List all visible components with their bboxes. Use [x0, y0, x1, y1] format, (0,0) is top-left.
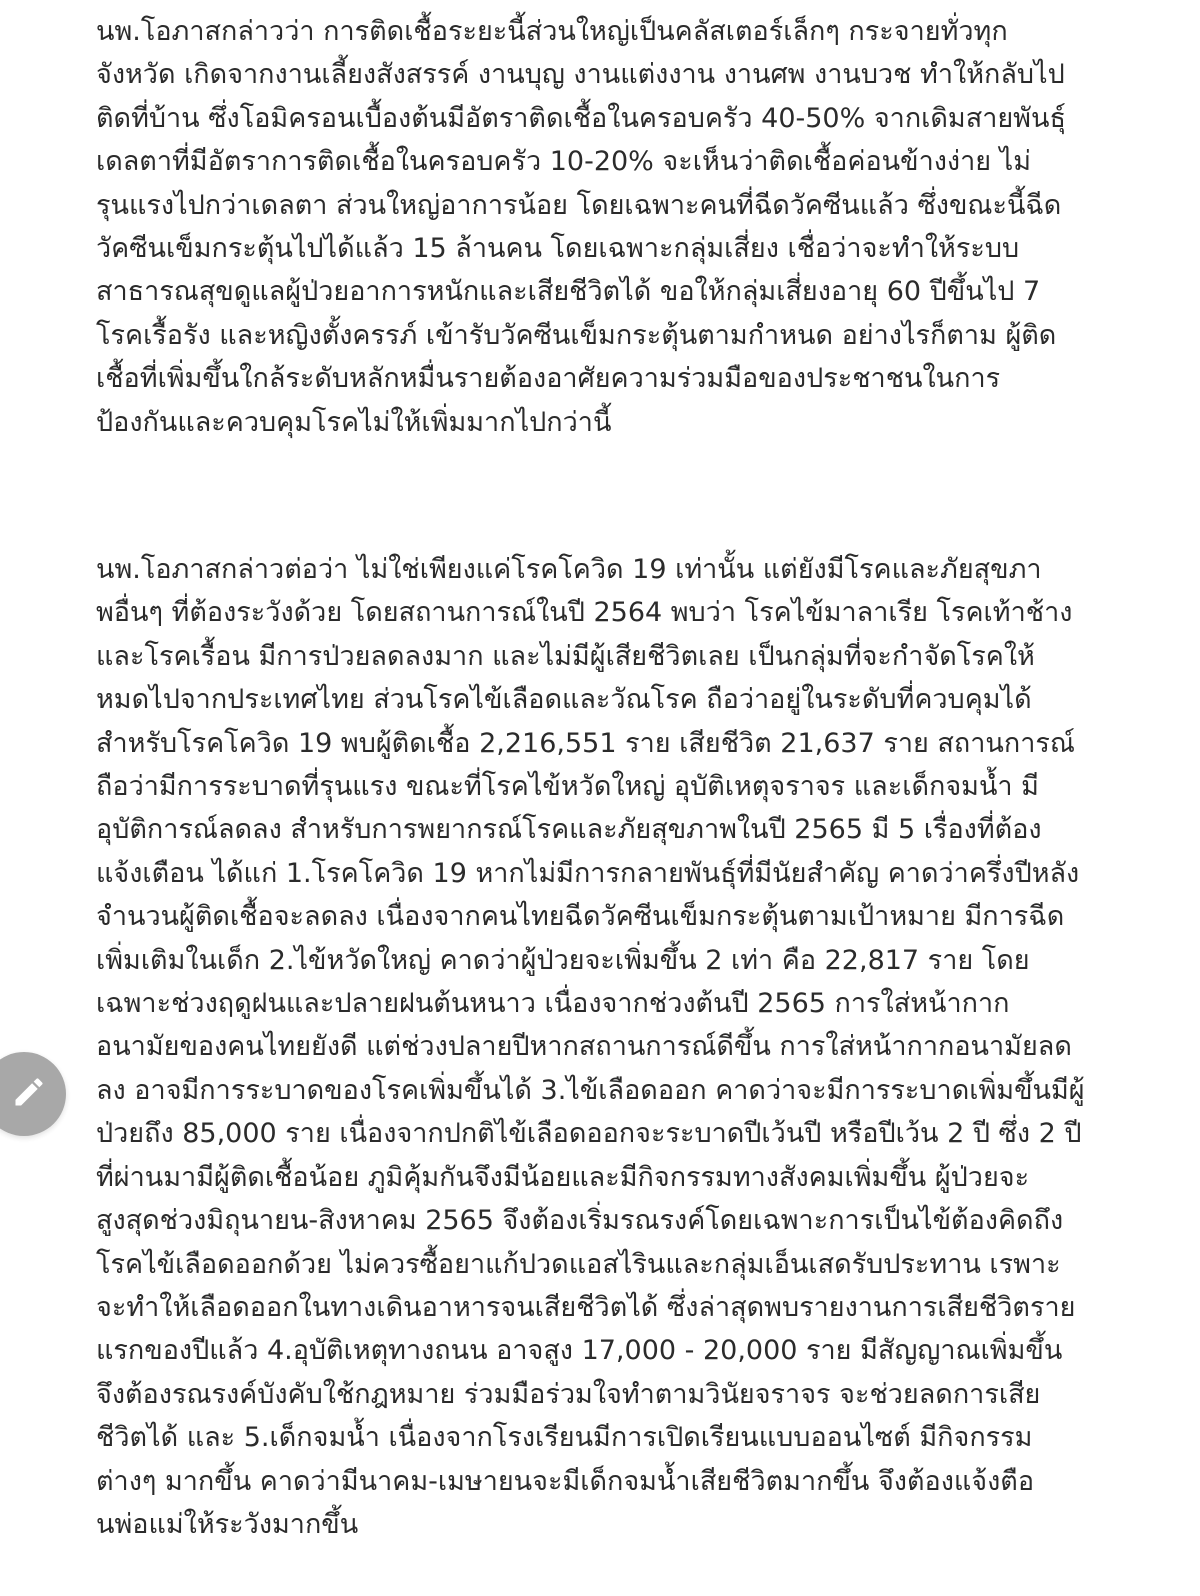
paragraph: นพ.โอภาสกล่าวว่า การติดเชื้อระยะนี้ส่วนใหญ่เป็นคลัสเตอร์เล็กๆ กระจายทั่วทุก จังหวัด เกิดจากงานเลี้ยงสังสรรค์ งานบุญ งานแต่งงาน งานศพ งานบวช ทำให้กลับไป ติดที่บ้าน ซึ่งโอมิครอนเบื้องต้นมีอัตราติดเชื้อในครอบครัว 40-50% จากเดิมสายพันธุ์ เดลตาที่มีอัตราการติดเชื้อในครอบครัว 10-20% จะเห็นว่าติดเชื้อค่อนข้างง่าย ไม่ รุนแรงไปกว่าเดลตา ส่วนใหญ่อาการน้อย โดยเฉพาะคนที่ฉีดวัคซีนแล้ว ซึ่งขณะนี้ฉีด วัคซีนเข็มกระตุ้นไปได้แล้ว 15 ล้านคน โดยเฉพาะกลุ่มเสี่ยง เชื่อว่าจะทำให้ระบบ สาธารณสุขดูแลผู้ป่วยอาการหนักและเสียชีวิตได้ ขอให้กลุ่มเสี่ยงอายุ 60 ปีขึ้นไป 7 โรคเรื้อรัง และหญิงตั้งครรภ์ เข้ารับวัคซีนเข็มกระตุ้นตามกำหนด อย่างไรก็ตาม ผู้ติด เชื้อที่เพิ่มขึ้นใกล้ระดับหลักหมื่นรายต้องอาศัยความร่วมมือของประชาชนในการ ป้องกันและควบคุมโรคไม่ให้เพิ่มมากไปกว่านี้: [96, 16, 1066, 438]
pencil-icon: [1, 1074, 47, 1114]
edit-button[interactable]: [0, 1052, 66, 1136]
paragraph: นพ.โอภาสกล่าวต่อว่า ไม่ใช่เพียงแค่โรคโควิด 19 เท่านั้น แต่ยังมีโรคและภัยสุขภา พอื่นๆ ที่ต้องระวังด้วย โดยสถานการณ์ในปี 2564 พบว่า โรคไข้มาลาเรีย โรคเท้าช้าง และโรคเรื้อน มีการป่วยลดลงมาก และไม่มีผู้เสียชีวิตเลย เป็นกลุ่มที่จะกำจัดโรคให้ หมดไปจากประเทศไทย ส่วนโรคไข้เลือดและวัณโรค ถือว่าอยู่ในระดับที่ควบคุมได้ สำหรับโรคโควิด 19 พบผู้ติดเชื้อ 2,216,551 ราย เสียชีวิต 21,637 ราย สถานการณ์ ถือว่ามีการระบาดที่รุนแรง ขณะที่โรคไข้หวัดใหญ่ อุบัติเหตุจราจร และเด็กจมน้ำ มี อุบัติการณ์ลดลง สำหรับการพยากรณ์โรคและภัยสุขภาพในปี 2565 มี 5 เรื่องที่ต้อง แจ้งเตือน ได้แก่ 1.โรคโควิด 19 หากไม่มีการกลายพันธุ์ที่มีนัยสำคัญ คาดว่าครึ่งปีหลัง จำนวนผู้ติดเชื้อจะลดลง เนื่องจากคนไทยฉีดวัคซีนเข็มกระตุ้นตามเป้าหมาย มีการฉีด เพิ่มเติมในเด็ก 2.ไข้หวัดใหญ่ คาดว่าผู้ป่วยจะเพิ่มขึ้น 2 เท่า คือ 22,817 ราย โดย เฉพาะช่วงฤดูฝนและปลายฝนต้นหนาว เนื่องจากช่วงต้นปี 2565 การใส่หน้ากาก อนามัยของคนไทยยังดี แต่ช่วงปลายปีหากสถานการณ์ดีขึ้น การใส่หน้ากากอนามัยลด ลง อาจมีการระบาดของโรคเพิ่มขึ้นได้ 3.ไข้เลือดออก คาดว่าจะมีการระบาดเพิ่มขึ้นมีผู้ ป่วยถึง 85,000 ราย เนื่องจากปกติไข้เลือดออกจะระบาดปีเว้นปี หรือปีเว้น 2 ปี ซึ่ง 2 ปี ที่ผ่านมามีผู้ติดเชื้อน้อย ภูมิคุ้มกันจึงมีน้อยและมีกิจกรรมทางสังคมเพิ่มขึ้น ผู้ป่วยจะ สูงสุดช่วงมิถุนายน-สิงหาคม 2565 จึงต้องเริ่มรณรงค์โดยเฉพาะการเป็นไข้ต้องคิดถึง โรคไข้เลือดออกด้วย ไม่ควรซื้อยาแก้ปวดแอสไรินและกลุ่มเอ็นเสดรับประทาน เรพาะ จะทำให้เลือดออกในทางเดินอาหารจนเสียชีวิตได้ ซึ่งล่าสุดพบรายงานการเสียชีวิตราย แรกของปีแล้ว 4.อุบัติเหตุทางถนน อาจสูง 17,000 - 20,000 ราย มีสัญญาณเพิ่มขึ้น จึงต้องรณรงค์บังคับใช้กฎหมาย ร่วมมือร่วมใจทำตามวินัยจราจร จะช่วยลดการเสีย ชีวิตได้ และ 5.เด็กจมน้ำ เนื่องจากโรงเรียนมีการเปิดเรียนแบบออนไซต์ มีกิจกรรม ต่างๆ มากขึ้น คาดว่ามีนาคม-เมษายนจะมีเด็กจมน้ำเสียชีวิตมากขึ้น จึงต้องแจ้งตือ นพ่อแม่ให้ระวังมากขึ้น: [96, 554, 1085, 1540]
